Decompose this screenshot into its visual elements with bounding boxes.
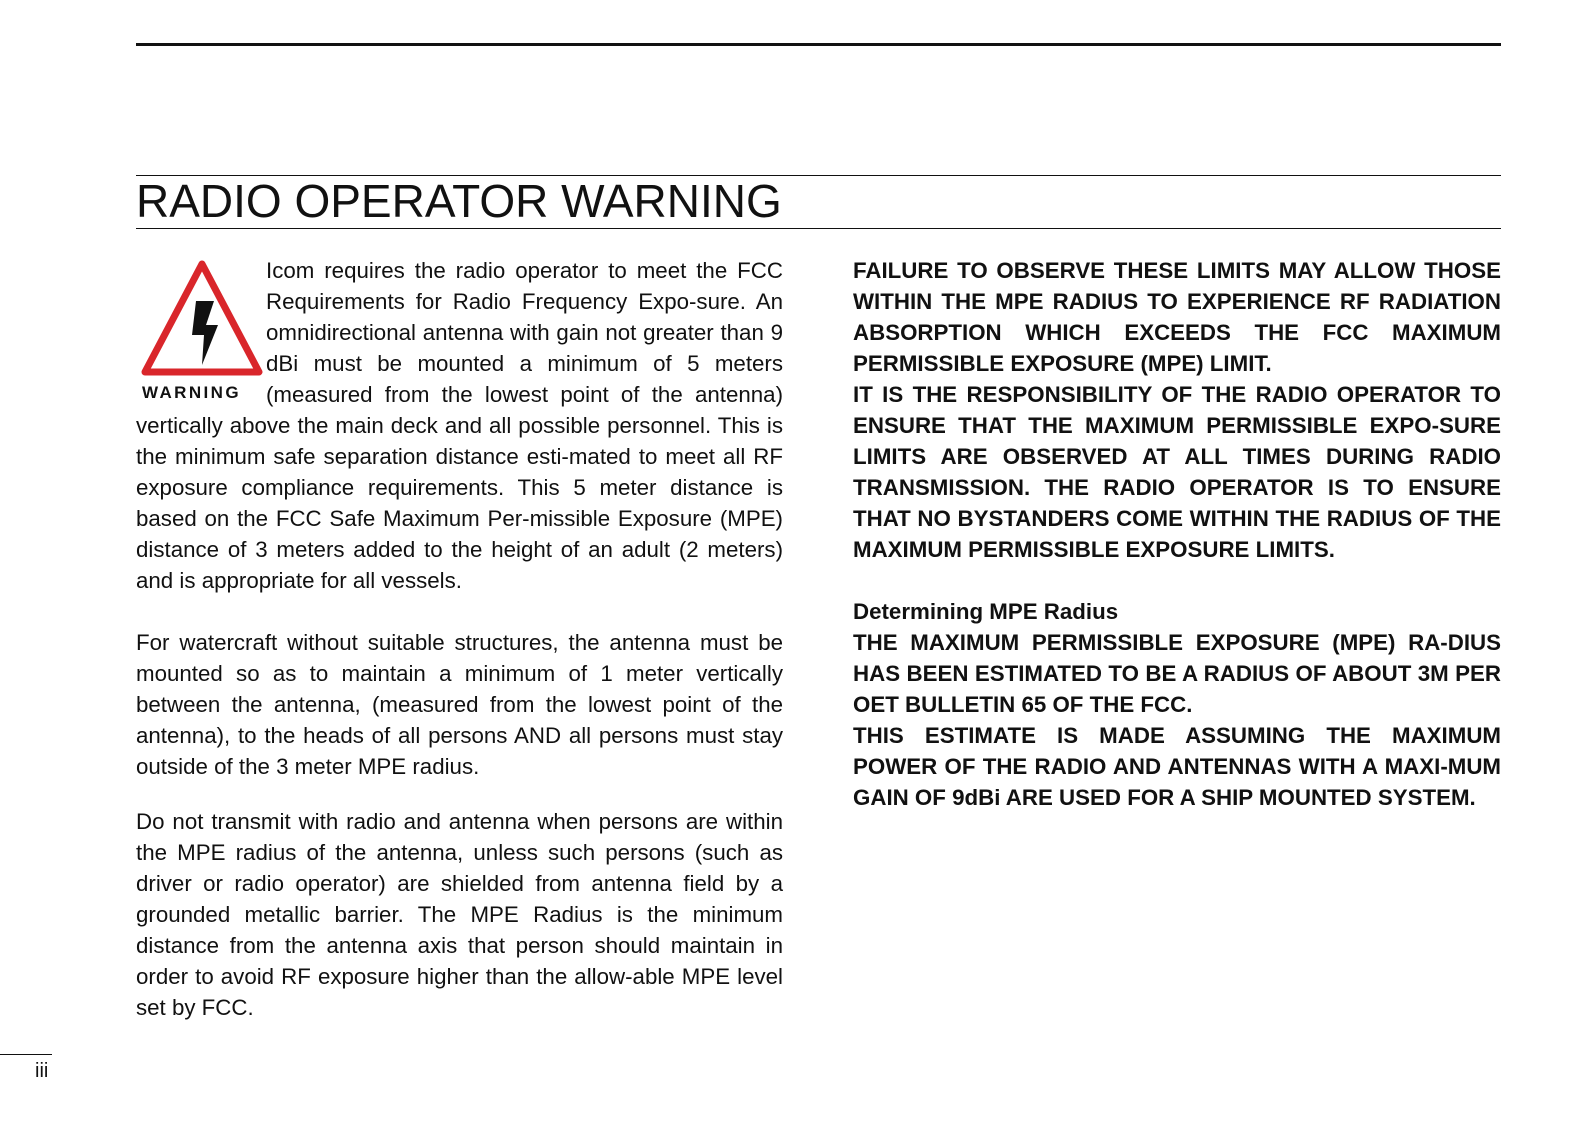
intro-paragraph: Icom requires the radio operator to meet the FCC Requirements for Radio Frequency Expo-sure. An omnidirectional antenna with gain not greater than 9 dBi must be mounted a minimum of 5 meters (measured from the lowest point of the antenna) vertically above the main deck and all possible personnel. This is the minimum safe separation distance esti-mated to meet all RF exposure compliance requirements. This 5 meter distance is based on the FCC Safe Maximum Per-missible Exposure (MPE) distance of 3 meters added to the height of an adult (2 meters) and is appropriate for all vessels. [136, 258, 783, 593]
mpe-assumption-paragraph: THIS ESTIMATE IS MADE ASSUMING THE MAXIMUM POWER OF THE RADIO AND ANTENNAS WITH A MAXI-MUM GAIN OF 9dBi ARE USED FOR A SHIP MOUNTED SYSTEM. [853, 723, 1501, 810]
high-voltage-warning-icon [140, 259, 264, 377]
warning-symbol [134, 259, 264, 410]
page-number: iii [35, 1060, 49, 1082]
failure-paragraph: FAILURE TO OBSERVE THESE LIMITS MAY ALLOW THOSE WITHIN THE MPE RADIUS TO EXPERIENCE RF RADIATION ABSORPTION WHICH EXCEEDS THE FCC MAXIMUM PERMISSIBLE EXPOSURE (MPE) LIMIT. [853, 258, 1501, 376]
warning-label: WARNING [142, 383, 241, 402]
mpe-estimate-paragraph: THE MAXIMUM PERMISSIBLE EXPOSURE (MPE) RA-DIUS HAS BEEN ESTIMATED TO BE A RADIUS OF ABOUT 3M PER OET BULLETIN 65 OF THE FCC. [853, 630, 1501, 717]
watercraft-paragraph: For watercraft without suitable structures, the antenna must be mounted so as to maintain a minimum of 1 meter vertically between the antenna, (measured from the lowest point of the antenna), to the heads of all persons AND all persons must stay outside of the 3 meter MPE radius. [136, 630, 783, 779]
right-column [853, 255, 1501, 813]
title-rule-bottom [136, 228, 1501, 229]
header-rule [136, 43, 1501, 46]
transmit-paragraph: Do not transmit with radio and antenna when persons are within the MPE radius of the antenna, unless such persons (such as driver or radio operator) are shielded from antenna field by a grounded metallic barrier. The MPE Radius is the minimum distance from the antenna axis that person should maintain in order to avoid RF exposure higher than the allow-able MPE level set by FCC. [136, 809, 783, 1020]
responsibility-paragraph: IT IS THE RESPONSIBILITY OF THE RADIO OPERATOR TO ENSURE THAT THE MAXIMUM PERMISSIBLE EXPO-SURE LIMITS ARE OBSERVED AT ALL TIMES DURING RADIO TRANSMISSION. THE RADIO OPERATOR IS TO ENSURE THAT NO BYSTANDERS COME WITHIN THE RADIUS OF THE MAXIMUM PERMISSIBLE EXPOSURE LIMITS. [853, 382, 1501, 562]
left-column [136, 255, 783, 1023]
mpe-radius-subheading: Determining MPE Radius [853, 599, 1119, 624]
page-title: RADIO OPERATOR WARNING [136, 175, 782, 227]
footer-rule [0, 1054, 52, 1055]
